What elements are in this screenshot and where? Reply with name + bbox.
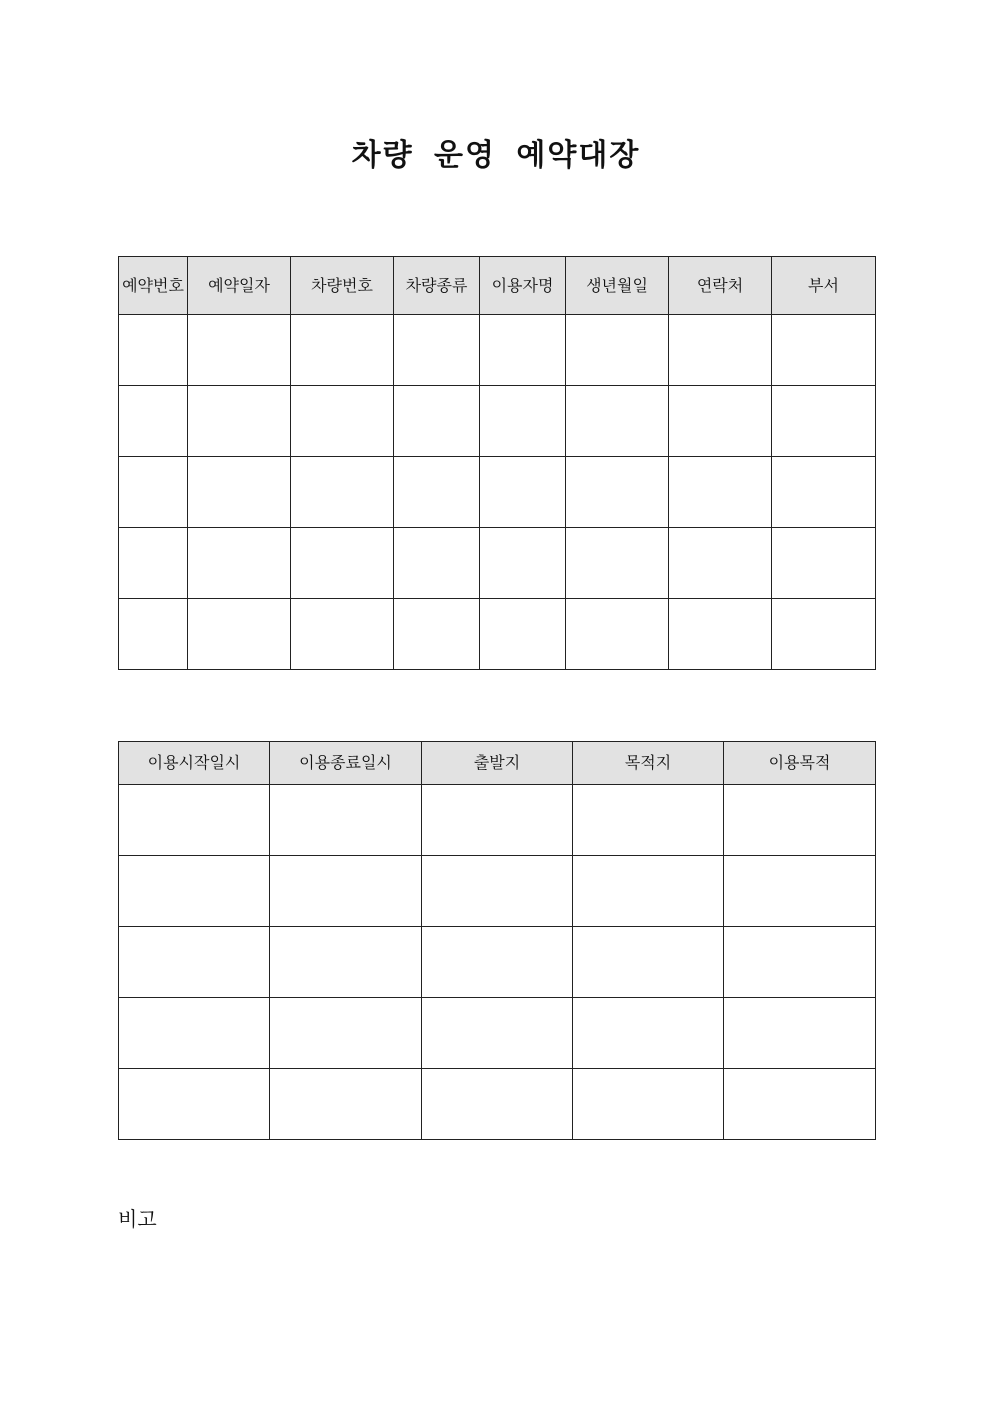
- table-row: [119, 927, 876, 998]
- table-cell[interactable]: [119, 927, 270, 998]
- table-row: [119, 998, 876, 1069]
- table-cell[interactable]: [270, 927, 422, 998]
- table-cell[interactable]: [772, 457, 876, 528]
- table-cell[interactable]: [422, 1069, 573, 1140]
- table-cell[interactable]: [669, 457, 772, 528]
- table-row: [119, 785, 876, 856]
- table-cell[interactable]: [772, 386, 876, 457]
- table-cell[interactable]: [772, 528, 876, 599]
- table-cell[interactable]: [480, 386, 566, 457]
- table-cell[interactable]: [480, 599, 566, 670]
- table-cell[interactable]: [724, 927, 876, 998]
- header-reservation-date: 예약일자: [188, 257, 291, 315]
- table-cell[interactable]: [291, 528, 394, 599]
- header-destination: 목적지: [573, 742, 724, 785]
- table-cell[interactable]: [566, 528, 669, 599]
- table-cell[interactable]: [394, 528, 480, 599]
- header-origin: 출발지: [422, 742, 573, 785]
- table-cell[interactable]: [573, 1069, 724, 1140]
- remarks-label: 비고: [118, 1207, 157, 1231]
- table-cell[interactable]: [566, 599, 669, 670]
- table-cell[interactable]: [119, 599, 188, 670]
- table-cell[interactable]: [394, 315, 480, 386]
- table-cell[interactable]: [188, 315, 291, 386]
- header-birth-date: 생년월일: [566, 257, 669, 315]
- header-end-datetime: 이용종료일시: [270, 742, 422, 785]
- table-cell[interactable]: [291, 457, 394, 528]
- table-cell[interactable]: [480, 457, 566, 528]
- header-start-datetime: 이용시작일시: [119, 742, 270, 785]
- table-cell[interactable]: [573, 785, 724, 856]
- table-cell[interactable]: [270, 998, 422, 1069]
- table-cell[interactable]: [119, 785, 270, 856]
- table-cell[interactable]: [422, 856, 573, 927]
- table-cell[interactable]: [480, 528, 566, 599]
- table-cell[interactable]: [724, 998, 876, 1069]
- table-row: [119, 315, 876, 386]
- table-cell[interactable]: [270, 1069, 422, 1140]
- table-cell[interactable]: [772, 315, 876, 386]
- table-cell[interactable]: [772, 599, 876, 670]
- table-cell[interactable]: [566, 315, 669, 386]
- table-cell[interactable]: [394, 386, 480, 457]
- table-cell[interactable]: [566, 457, 669, 528]
- table-cell[interactable]: [291, 599, 394, 670]
- table-cell[interactable]: [573, 856, 724, 927]
- table-cell[interactable]: [188, 528, 291, 599]
- table-cell[interactable]: [291, 386, 394, 457]
- table-cell[interactable]: [188, 386, 291, 457]
- table-cell[interactable]: [270, 856, 422, 927]
- table-cell[interactable]: [422, 785, 573, 856]
- table-cell[interactable]: [119, 315, 188, 386]
- table-cell[interactable]: [669, 528, 772, 599]
- table-cell[interactable]: [422, 998, 573, 1069]
- table-cell[interactable]: [724, 1069, 876, 1140]
- header-user-name: 이용자명: [480, 257, 566, 315]
- table-cell[interactable]: [669, 386, 772, 457]
- table-row: [119, 1069, 876, 1140]
- usage-table: [118, 741, 876, 1140]
- table-cell[interactable]: [119, 528, 188, 599]
- header-department: 부서: [772, 257, 876, 315]
- table-cell[interactable]: [394, 457, 480, 528]
- table-cell[interactable]: [573, 998, 724, 1069]
- table-row: [119, 856, 876, 927]
- table-cell[interactable]: [480, 315, 566, 386]
- document-title: 차량 운영 예약대장: [351, 138, 641, 173]
- table-header-row: [119, 257, 876, 315]
- header-purpose: 이용목적: [724, 742, 876, 785]
- header-vehicle-type: 차량종류: [394, 257, 480, 315]
- header-contact: 연락처: [669, 257, 772, 315]
- table-cell[interactable]: [724, 785, 876, 856]
- header-reservation-number: 예약번호: [119, 257, 188, 315]
- table-cell[interactable]: [394, 599, 480, 670]
- table-cell[interactable]: [119, 386, 188, 457]
- table-cell[interactable]: [422, 927, 573, 998]
- table-cell[interactable]: [119, 457, 188, 528]
- table-cell[interactable]: [566, 386, 669, 457]
- table-row: [119, 528, 876, 599]
- table-row: [119, 457, 876, 528]
- table-cell[interactable]: [188, 599, 291, 670]
- table-cell[interactable]: [291, 315, 394, 386]
- table-cell[interactable]: [188, 457, 291, 528]
- table-cell[interactable]: [119, 1069, 270, 1140]
- table-cell[interactable]: [669, 315, 772, 386]
- table-row: [119, 386, 876, 457]
- table-cell[interactable]: [119, 998, 270, 1069]
- table-cell[interactable]: [573, 927, 724, 998]
- table-row: [119, 599, 876, 670]
- header-vehicle-number: 차량번호: [291, 257, 394, 315]
- reservation-table: [118, 256, 876, 670]
- table-cell[interactable]: [119, 856, 270, 927]
- table-cell[interactable]: [270, 785, 422, 856]
- table-cell[interactable]: [724, 856, 876, 927]
- table-header-row: [119, 742, 876, 785]
- table-cell[interactable]: [669, 599, 772, 670]
